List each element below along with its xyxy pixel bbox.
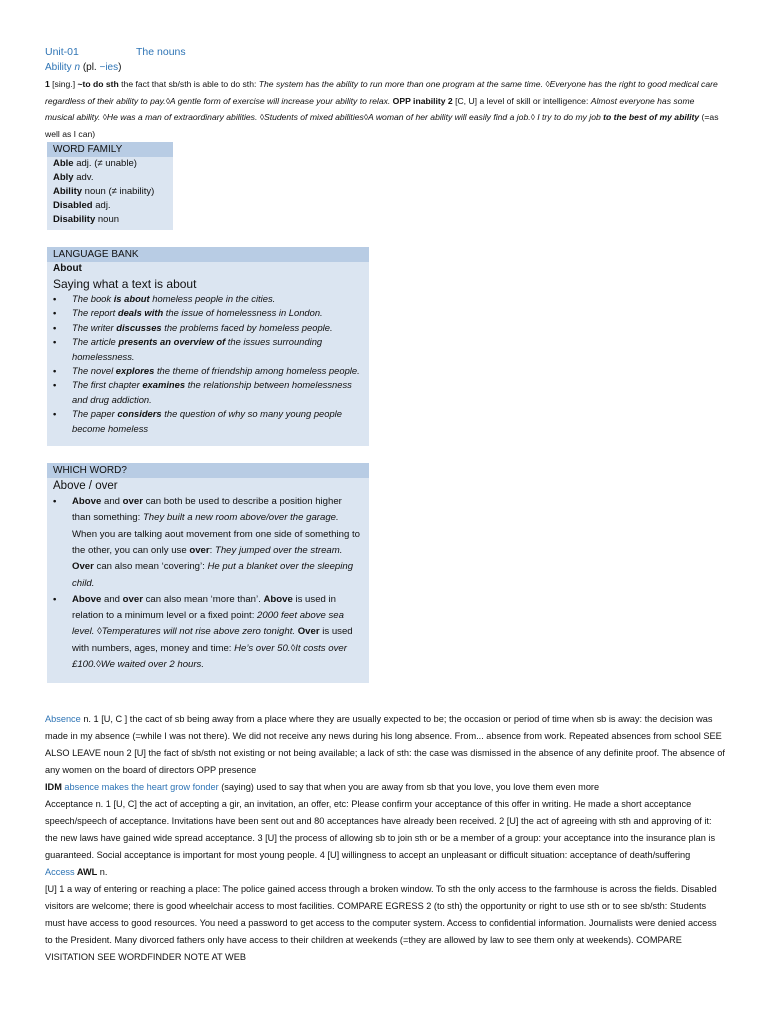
ability-definition: 1 [sing.] ~to do sth the fact that sb/sth is able to do sth: The system has the ability to run more than one program at the same time. ◊Everyone has the right to good medical care regardless of their ability to pay.◊A gentle form of exercise will increase your ability to relax. OPP inability 2 [C, U] a level of skill or intelligence: Almost everyone has some musical ability. ◊He was a man of extraordinary abilities. ◊Students of mixed abilities◊A woman of her ability will easily find a job.◊ I try to do my job to the best of my ability (=as well as I can)	[45, 79, 719, 139]
language-bank-list	[47, 292, 369, 436]
word-family-row	[47, 185, 173, 199]
which-word-box	[47, 463, 369, 683]
word-family-word: Able	[53, 158, 74, 169]
word-family-box	[47, 142, 173, 230]
word-family-row	[47, 199, 173, 213]
language-bank-item: • The book is about homeless people in the cities.	[72, 292, 361, 306]
word-family-detail: adj. (≠ unable)	[73, 158, 137, 169]
language-bank-item: • The novel explores the theme of friendship among homeless people.	[72, 364, 361, 378]
ability-plural-open: (pl.	[82, 62, 100, 73]
word-family-row	[47, 171, 173, 185]
word-family-list	[47, 157, 173, 227]
absence-entry	[45, 711, 725, 779]
word-family-word: Disability	[53, 214, 96, 225]
acceptance-entry: Acceptance n. 1 [U, C] the act of accepting a gir, an invitation, an offer, etc: Please confirm your acceptance of this offer in writing. He made a short acceptance speech/speech of acceptance. Invitations have been sent out and 80 acceptances have already been received. 2 [U] the act of agreeing with sth and approving of it: the new laws have gained wide spread acceptance. 3 [U] the process of allowing sb to join sth or be a member of a group: your acceptance into the insurance plan is guaranteed. Social acceptance is important for most young people. 4 [U] willingness to accept an unpleasant or difficult situation: acceptance of death/suffering	[45, 799, 716, 861]
language-bank-item: • The article presents an overview of the issues surrounding homelessness.	[72, 335, 361, 364]
absence-text: n. 1 [U, C ] the cact of sb being away from a place where they are usually expected to be; the occasion or period of time when sb is away: the decision was made in my absence (=while I was not there). We did not receive any news during his long absence. From... absence from work. Repeated absences from school SEE ALSO LEAVE noun 2 [U] the fact of sb/sth not existing or not being available; a lack of sth: the case was dismissed in the absence of any definite proof. The absence of any women on the board of directors OPP presence	[45, 714, 725, 776]
idiom-phrase: absence makes the heart grow fonder	[61, 782, 219, 793]
which-word-item: • Above and over can both be used to describe a position higher than something: They built a new room above/over the garage. When you are talking aout movement from one side of something to the other, you can only use over: They jumped over the stream. Over can also mean ‘covering’: He put a blanket over the sleeping child.	[72, 494, 361, 592]
language-bank-item: • The writer discusses the problems faced by homeless people.	[72, 321, 361, 335]
word-family-row	[47, 213, 173, 227]
language-bank-title: LANGUAGE BANK	[47, 247, 369, 262]
word-family-detail: adj.	[92, 200, 111, 211]
idiom-label: IDM	[45, 782, 62, 793]
ability-plural-close: )	[118, 62, 122, 73]
access-definition: [U] 1 a way of entering or reaching a place: The police gained access through a broken window. To sth the only access to the farmhouse is across the fields. Disabled visitors are welcome; there is good wheelchair access to most facilities. COMPARE EGRESS 2 (to sth) the opportunity or right to use sth or to see sb/sth: Students must have access to good resources. You need a password to get access to the computer system. Access to confidential information. Journalists were denied access to the President. Many divorced fathers only have access to their children at weekends (=they are allowed by law to see them only at weekends). COMPARE VISITATION SEE WORDFINDER NOTE AT WEB	[45, 884, 717, 963]
absence-headword: Absence	[45, 714, 81, 725]
access-pos: n.	[97, 867, 108, 878]
ability-pos: n	[74, 62, 81, 73]
idiom-entry	[45, 779, 725, 796]
which-word-item: • Above and over can also mean ‘more than’. Above is used in relation to a minimum level or a fixed point: 2000 feet above sea level. ◊Temperatures will not rise above zero tonight. Over is used with numbers, ages, money and time: He’s over 50.◊It costs over £100.◊We waited over 2 hours.	[72, 592, 361, 673]
language-bank-box	[47, 247, 369, 446]
language-bank-heading: Saying what a text is about	[53, 277, 197, 291]
word-family-word: Disabled	[53, 200, 93, 211]
ability-plural: −ies	[99, 62, 119, 73]
unit-header	[45, 44, 725, 60]
access-awl: AWL	[74, 867, 98, 878]
lower-entries	[45, 711, 725, 966]
language-bank-item: • The first chapter examines the relationship between homelessness and drug addiction.	[72, 378, 361, 407]
word-family-row	[47, 157, 173, 171]
ability-headword-line	[45, 60, 725, 76]
access-headword-line	[45, 864, 725, 881]
section-label: The nouns	[136, 46, 186, 58]
unit-label: Unit-01	[45, 46, 79, 58]
word-family-word: Ability	[53, 186, 83, 197]
document-page	[45, 44, 725, 966]
which-word-title: WHICH WORD?	[47, 463, 369, 478]
which-word-list	[47, 494, 369, 673]
word-family-detail: noun	[95, 214, 120, 225]
word-family-detail: noun (≠ inability)	[82, 186, 155, 197]
ability-headword: Ability	[45, 62, 72, 73]
idiom-text: (saying) used to say that when you are away from sb that you love, you love them even more	[218, 782, 600, 793]
language-bank-subtitle: About	[53, 263, 82, 274]
word-family-title: WORD FAMILY	[47, 142, 173, 157]
language-bank-item: • The report deals with the issue of homelessness in London.	[72, 306, 361, 320]
word-family-word: Ably	[53, 172, 74, 183]
access-headword: Access	[45, 867, 75, 878]
which-word-heading: Above / over	[53, 480, 118, 493]
language-bank-item: • The paper considers the question of why so many young people become homeless	[72, 407, 361, 436]
word-family-detail: adv.	[73, 172, 94, 183]
